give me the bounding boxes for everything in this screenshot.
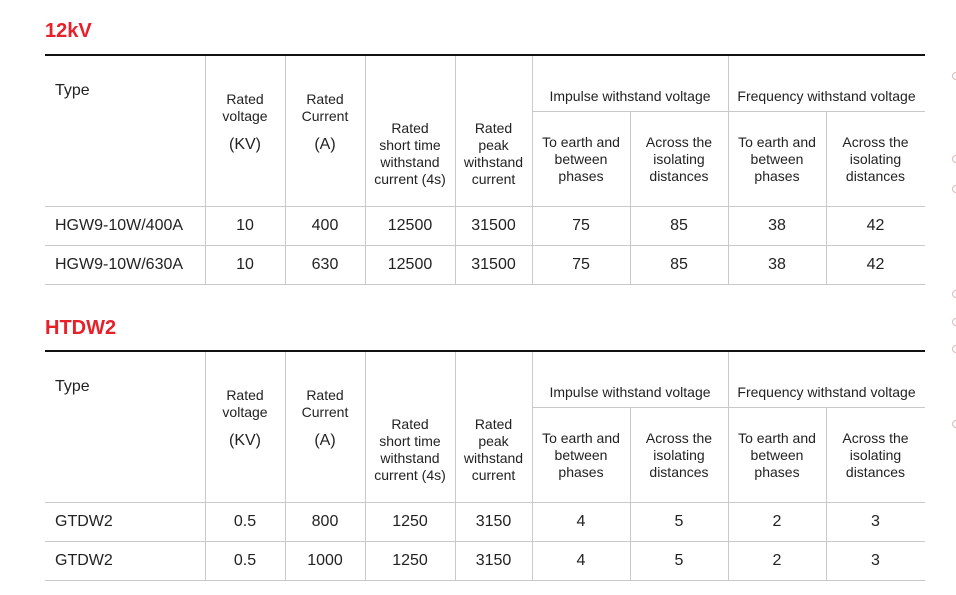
value-cell: 4: [576, 513, 586, 530]
rated-current-header: Rated Current: [301, 387, 349, 420]
rated-current-header: Rated Current: [301, 91, 349, 124]
impulse-isolating-header: Across the isolating distances: [645, 430, 713, 480]
value-cell: 38: [768, 256, 786, 273]
value-cell: 1250: [392, 552, 428, 569]
value-cell: 5: [674, 552, 684, 569]
row-type-cell: HGW9-10W/630A: [55, 256, 184, 273]
value-cell: 10: [236, 217, 254, 234]
frequency-voltage-group-header: Frequency withstand voltage: [737, 383, 916, 400]
type-header: Type: [55, 378, 90, 395]
table-top-rule: [45, 54, 925, 56]
rated-voltage-unit: (KV): [229, 135, 261, 153]
edge-mark: [952, 155, 956, 163]
row-type-cell: GTDW2: [55, 513, 113, 530]
value-cell: 42: [866, 217, 885, 234]
edge-mark: [952, 420, 956, 428]
edge-mark: [952, 185, 956, 193]
impulse-earth-header: To earth and between phases: [542, 134, 620, 184]
section-title: HTDW2: [45, 317, 117, 339]
value-cell: 3150: [475, 513, 512, 530]
edge-mark: [952, 72, 956, 80]
value-cell: 12500: [387, 256, 433, 273]
short-time-current-header: Rated short time withstand current (4s): [374, 416, 446, 483]
value-cell: 31500: [471, 256, 516, 273]
frequency-voltage-group-header: Frequency withstand voltage: [737, 87, 916, 104]
impulse-earth-header: To earth and between phases: [542, 430, 620, 480]
row-type-cell: GTDW2: [55, 552, 113, 569]
group-header-rule: [532, 407, 925, 408]
row-rule: [45, 284, 925, 285]
value-cell: 5: [674, 513, 684, 530]
value-cell: 75: [572, 217, 590, 234]
rated-voltage-header: Rated voltage: [222, 387, 268, 420]
value-cell: 4: [576, 552, 586, 569]
peak-current-header: Rated peak withstand current: [463, 120, 524, 187]
short-time-current-header: Rated short time withstand current (4s): [374, 120, 446, 187]
type-header: Type: [55, 82, 90, 99]
value-cell: 800: [311, 513, 339, 530]
value-cell: 85: [670, 217, 688, 234]
value-cell: 1000: [307, 552, 343, 569]
value-cell: 1250: [392, 513, 428, 530]
impulse-voltage-group-header: Impulse withstand voltage: [549, 383, 711, 400]
row-type-cell: HGW9-10W/400A: [55, 217, 184, 234]
value-cell: 0.5: [233, 552, 257, 569]
spec-table: [45, 54, 925, 284]
value-cell: 85: [670, 256, 688, 273]
edge-mark: [952, 290, 956, 298]
group-header-rule: [532, 111, 925, 112]
edge-mark: [952, 318, 956, 326]
frequency-earth-header: To earth and between phases: [738, 134, 816, 184]
spec-table: [45, 350, 925, 580]
value-cell: 10: [236, 256, 254, 273]
value-cell: 2: [772, 552, 782, 569]
impulse-isolating-header: Across the isolating distances: [645, 134, 713, 184]
value-cell: 2: [772, 513, 782, 530]
frequency-isolating-header: Across the isolating distances: [842, 134, 909, 184]
value-cell: 42: [866, 256, 885, 273]
value-cell: 31500: [471, 217, 516, 234]
row-rule: [45, 580, 925, 581]
value-cell: 400: [311, 217, 339, 234]
section-title: 12kV: [45, 20, 92, 42]
impulse-voltage-group-header: Impulse withstand voltage: [549, 87, 711, 104]
peak-current-header: Rated peak withstand current: [463, 416, 524, 483]
rated-voltage-unit: (KV): [229, 431, 261, 449]
value-cell: 3: [871, 513, 880, 530]
value-cell: 75: [572, 256, 590, 273]
value-cell: 3: [871, 552, 880, 569]
frequency-earth-header: To earth and between phases: [738, 430, 816, 480]
rated-current-unit: (A): [314, 431, 336, 449]
frequency-isolating-header: Across the isolating distances: [842, 430, 909, 480]
value-cell: 38: [768, 217, 786, 234]
edge-mark: [952, 345, 956, 353]
rated-current-unit: (A): [314, 135, 336, 153]
value-cell: 0.5: [233, 513, 257, 530]
table-top-rule: [45, 350, 925, 352]
value-cell: 12500: [387, 217, 433, 234]
value-cell: 3150: [475, 552, 512, 569]
value-cell: 630: [311, 256, 339, 273]
rated-voltage-header: Rated voltage: [222, 91, 268, 124]
